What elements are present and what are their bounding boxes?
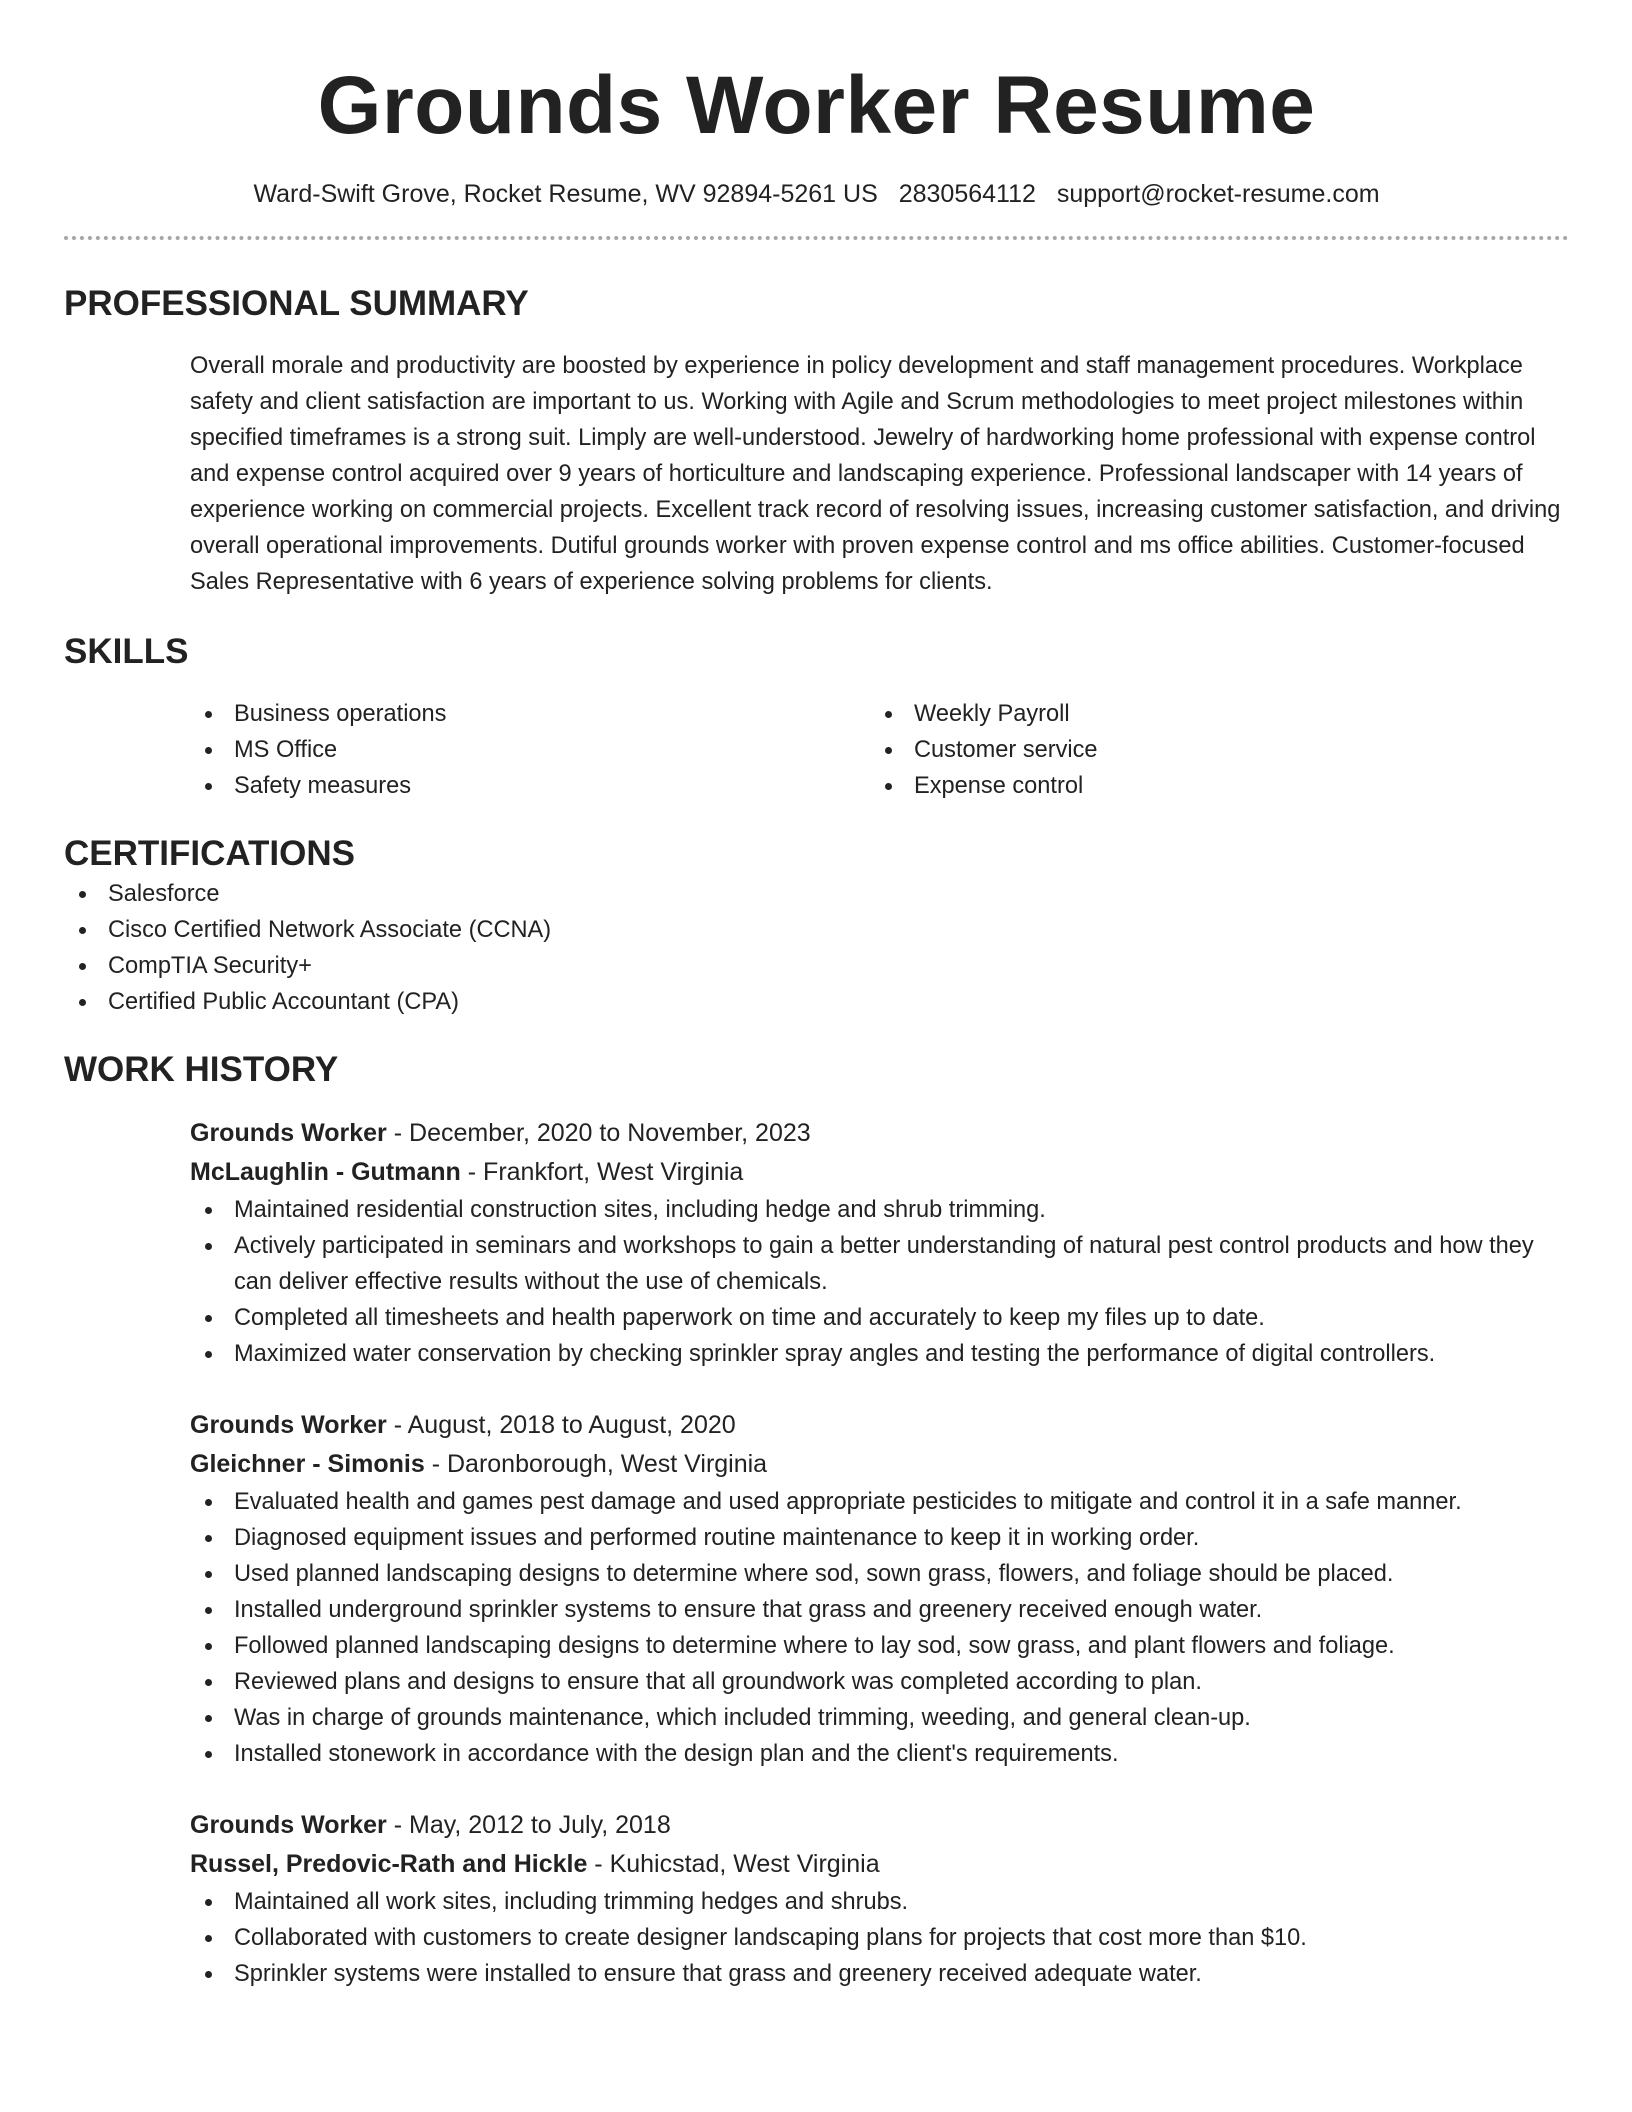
job-duty-item: Sprinkler systems were installed to ensure that grass and greenery received adequate water.: [190, 1956, 1569, 1992]
job-location: - Daronborough, West Virginia: [424, 1450, 768, 1478]
skill-item: Customer service: [870, 732, 1550, 768]
job-duty-item: Was in charge of grounds maintenance, which included trimming, weeding, and general clean-up.: [190, 1700, 1569, 1736]
resume-title: Grounds Worker Resume: [317, 60, 1316, 151]
skill-item: MS Office: [190, 732, 870, 768]
skills-column-left: [190, 696, 870, 804]
summary-text: Overall morale and productivity are boosted by experience in policy development and staff management procedures. Workplace safety and client satisfaction are important to us. Working with Agile and Scrum methodologies to meet project milestones within specified timeframes is a strong suit. Limply are well-understood. Jewelry of hardworking home professional with expense control and expense control acquired over 9 years of horticulture and landscaping experience. Professional landscaper with 14 years of experience working on commercial projects. Excellent track record of resolving issues, increasing customer satisfaction, and driving overall operational improvements. Dutiful grounds worker with proven expense control and ms office abilities. Customer-focused Sales Representative with 6 years of experience solving problems for clients.: [190, 353, 1561, 595]
job-location: - Kuhicstad, West Virginia: [587, 1850, 880, 1878]
job-duty-item: Actively participated in seminars and workshops to gain a better understanding of natural pest control products and how they can deliver effective results without the use of chemicals.: [190, 1228, 1569, 1300]
skills-heading: SKILLS: [64, 632, 189, 671]
job-dates: - August, 2018 to August, 2020: [386, 1411, 736, 1439]
job-title-line: [190, 1114, 1569, 1153]
job-title-line: [190, 1406, 1569, 1445]
job-location: - Frankfort, West Virginia: [460, 1158, 744, 1186]
summary-heading: PROFESSIONAL SUMMARY: [64, 284, 529, 323]
skill-item: Weekly Payroll: [870, 696, 1550, 732]
job-duties-list: [190, 1192, 1569, 1372]
skills-grid: [190, 696, 1569, 804]
contact-line: [64, 178, 1569, 210]
certification-item: CompTIA Security+: [64, 948, 1569, 984]
header-divider: [64, 236, 1569, 240]
job-duty-item: Reviewed plans and designs to ensure that all groundwork was completed according to plan.: [190, 1664, 1569, 1700]
job-duty-item: Collaborated with customers to create designer landscaping plans for projects that cost more than $10.: [190, 1920, 1569, 1956]
job-duty-item: Diagnosed equipment issues and performed routine maintenance to keep it in working order.: [190, 1520, 1569, 1556]
skill-item: Safety measures: [190, 768, 870, 804]
contact-address: Ward-Swift Grove, Rocket Resume, WV 92894-5261 US: [253, 180, 878, 208]
job-company-line: [190, 1153, 1569, 1192]
job-duty-item: Maintained residential construction sites, including hedge and shrub trimming.: [190, 1192, 1569, 1228]
job-title: Grounds Worker: [190, 1411, 387, 1439]
skills-section: [64, 630, 1569, 804]
job-duty-item: Maximized water conservation by checking sprinkler spray angles and testing the performance of digital controllers.: [190, 1336, 1569, 1372]
job-company: Russel, Predovic-Rath and Hickle: [190, 1850, 588, 1878]
job-duties-list: [190, 1484, 1569, 1772]
job-company: Gleichner - Simonis: [190, 1450, 425, 1478]
job-duty-item: Followed planned landscaping designs to determine where to lay sod, sow grass, and plant flowers and foliage.: [190, 1628, 1569, 1664]
job-duty-item: Installed underground sprinkler systems to ensure that grass and greenery received enough water.: [190, 1592, 1569, 1628]
certifications-heading: CERTIFICATIONS: [64, 834, 356, 873]
job-entry: [190, 1406, 1569, 1772]
job-duties-list: [190, 1884, 1569, 1992]
job-entry: [190, 1114, 1569, 1372]
job-duty-item: Installed stonework in accordance with the design plan and the client's requirements.: [190, 1736, 1569, 1772]
skills-column-right: [870, 696, 1550, 804]
certification-item: Cisco Certified Network Associate (CCNA): [64, 912, 1569, 948]
skill-item: Business operations: [190, 696, 870, 732]
contact-email: support@rocket-resume.com: [1056, 180, 1380, 208]
certifications-section: [64, 832, 1569, 1020]
job-title: Grounds Worker: [190, 1119, 387, 1147]
job-duty-item: Maintained all work sites, including trimming hedges and shrubs.: [190, 1884, 1569, 1920]
skill-item: Expense control: [870, 768, 1550, 804]
job-dates: - May, 2012 to July, 2018: [386, 1811, 671, 1839]
contact-phone: 2830564112: [898, 180, 1036, 208]
job-duty-item: Evaluated health and games pest damage and used appropriate pesticides to mitigate and control it in a safe manner.: [190, 1484, 1569, 1520]
job-title-line: [190, 1806, 1569, 1845]
job-company-line: [190, 1845, 1569, 1884]
job-entry: [190, 1806, 1569, 1992]
job-company: McLaughlin - Gutmann: [190, 1158, 461, 1186]
job-dates: - December, 2020 to November, 2023: [386, 1119, 811, 1147]
certification-item: Salesforce: [64, 876, 1569, 912]
job-duty-item: Completed all timesheets and health paperwork on time and accurately to keep my files up to date.: [190, 1300, 1569, 1336]
job-duty-item: Used planned landscaping designs to determine where sod, sown grass, flowers, and foliage should be placed.: [190, 1556, 1569, 1592]
job-title: Grounds Worker: [190, 1811, 387, 1839]
job-company-line: [190, 1445, 1569, 1484]
certification-item: Certified Public Accountant (CPA): [64, 984, 1569, 1020]
resume-page: [64, 0, 1569, 1992]
work-history-section: [64, 1048, 1569, 1992]
summary-section: [64, 282, 1569, 600]
work-history-heading: WORK HISTORY: [64, 1050, 339, 1089]
certifications-list: [64, 876, 1569, 1020]
